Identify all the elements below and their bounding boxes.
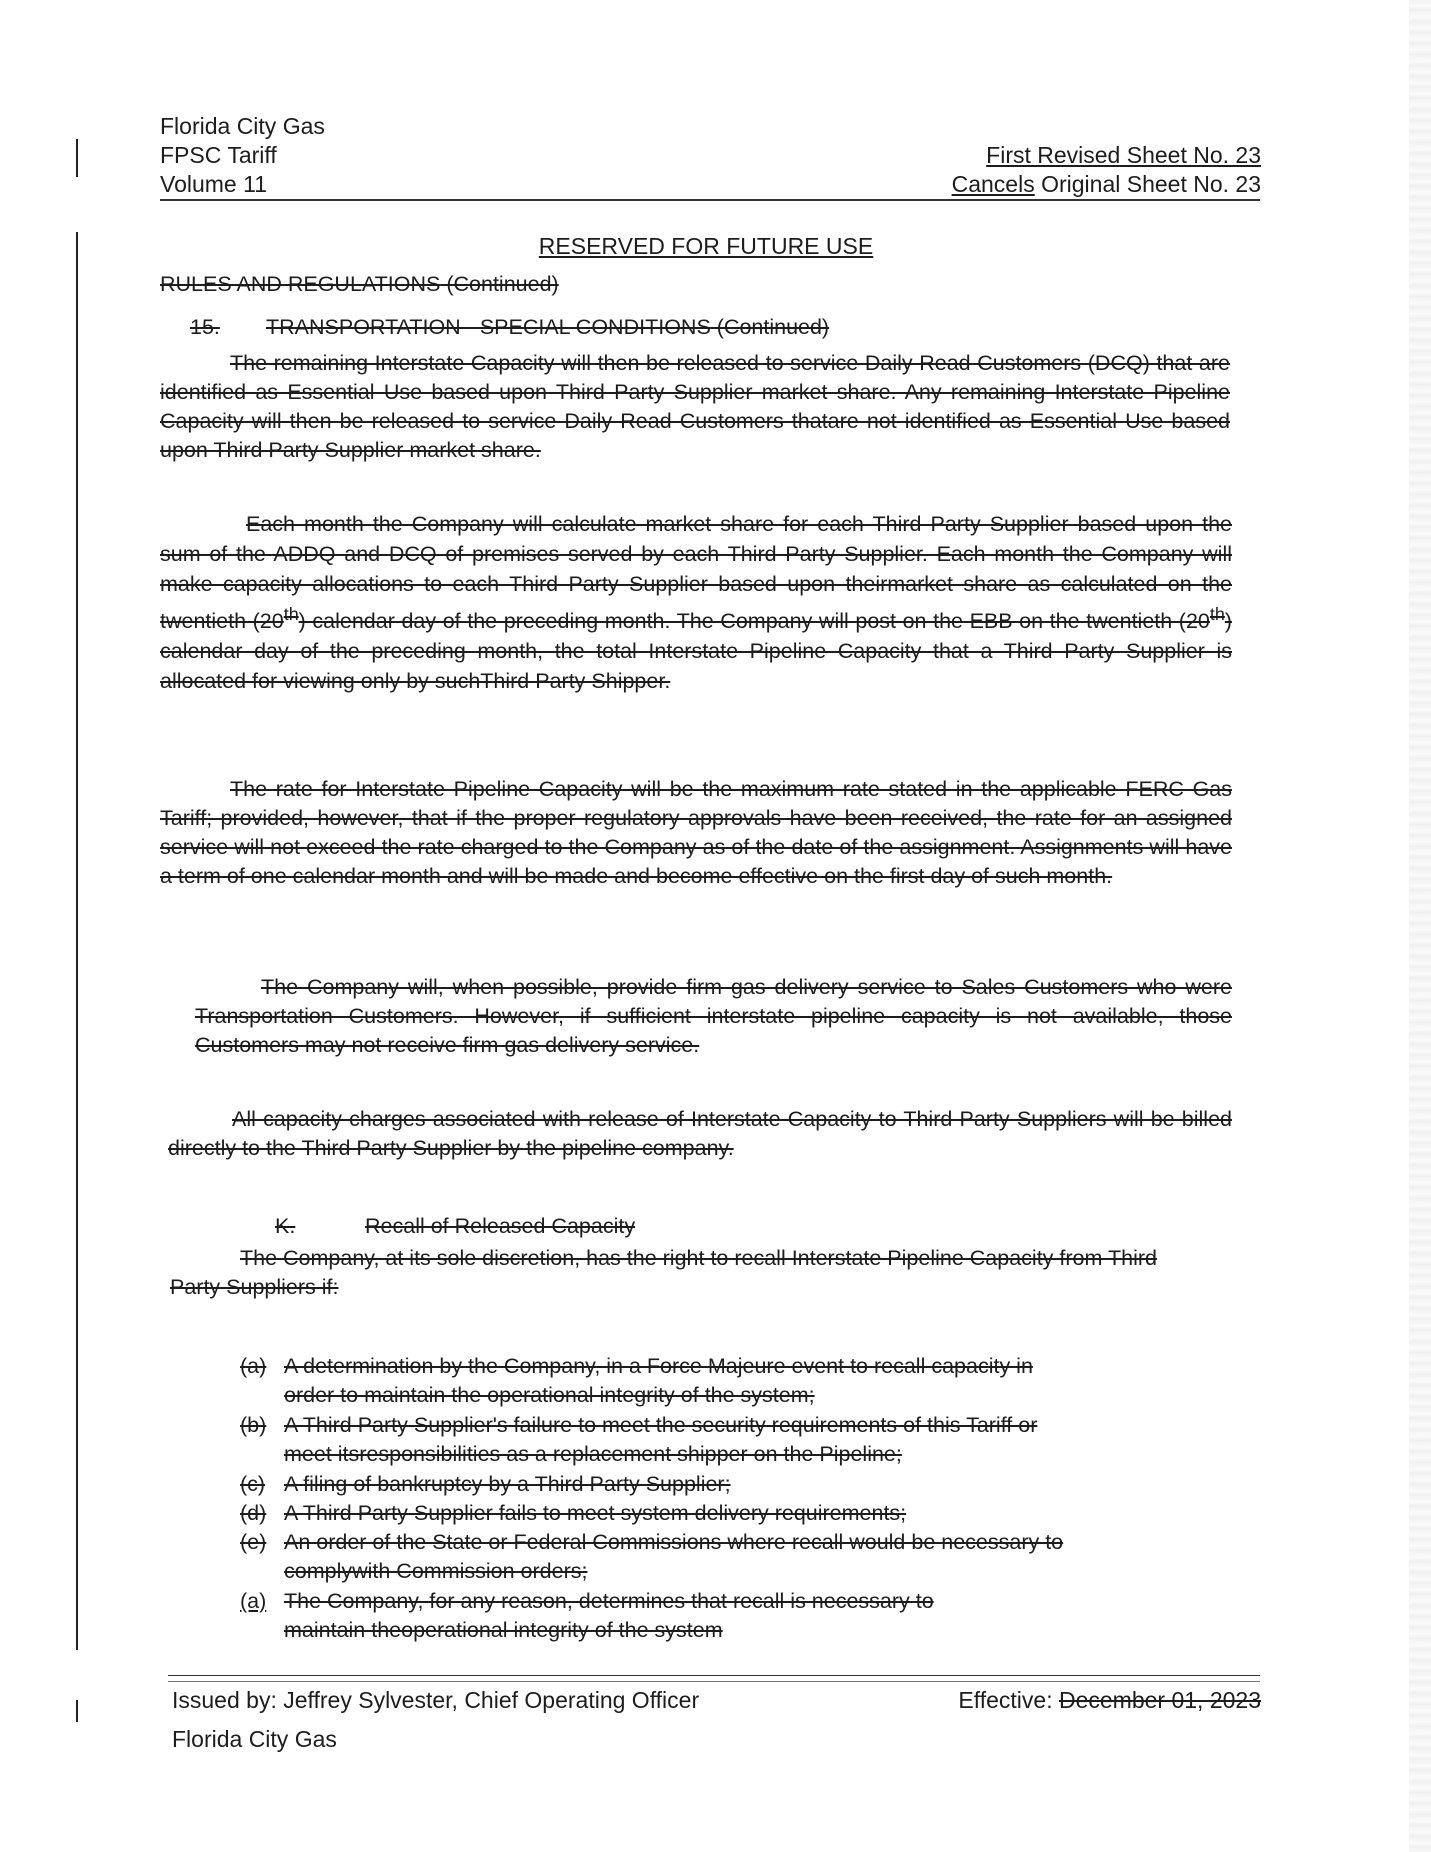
paragraph-1: The remaining Interstate Capacity will then be released to service Daily Read Customers (DCQ) that are identified as Essential Use based upon Third Party Supplier market share. Any remaining Interstate Pipeline Capacity will then be released to service Daily Read Customers thatare not identified as Essential Use based upon Third Party Supplier market share. xyxy=(160,351,1230,462)
list-item xyxy=(240,1528,1200,1586)
list-item xyxy=(240,1470,1200,1499)
revision-bar-body xyxy=(76,232,78,1650)
list-item xyxy=(240,1411,1200,1469)
revision-bar-footer xyxy=(76,1700,78,1722)
list-item-label: (d) xyxy=(240,1501,267,1525)
header-left xyxy=(160,112,325,199)
section-title: TRANSPORTATION - SPECIAL CONDITIONS xyxy=(266,315,711,339)
section-heading xyxy=(190,315,829,340)
header-rule xyxy=(160,199,1260,201)
list-item-label: (a) xyxy=(240,1589,267,1613)
subsection-intro: The Company, at its sole discretion, has the right to recall Interstate Pipeline Capacity from Third Party Suppliers if: xyxy=(170,1246,1157,1299)
paragraph-3: The rate for Interstate Pipeline Capacity will be the maximum rate stated in the applicable FERC Gas Tariff; provided, however, that if the proper regulatory approvals have been received, the rate for an assigned service will not exceed the rate charged to the Company as of the date of the assignment. Assignments will have a term of one calendar month and will be made and become effective on the first day of such month. xyxy=(160,777,1232,888)
rules-continued: (Continued) xyxy=(440,272,559,296)
footer-issued-by: Issued by: Jeffrey Sylvester, Chief Operating Officer xyxy=(172,1687,700,1713)
header-volume: Volume 11 xyxy=(160,171,267,197)
list-item-text: The Company, for any reason, determines that recall is necessary to xyxy=(284,1589,934,1613)
effective-label: Effective: xyxy=(958,1687,1059,1713)
list-item-text: A Third Party Supplier's failure to meet the security requirements of this Tariff or xyxy=(284,1413,1038,1437)
footer-company: Florida City Gas xyxy=(172,1726,337,1752)
page-title: RESERVED FOR FUTURE USE xyxy=(538,233,874,259)
list-item-text: A filing of bankruptcy by a Third Party Supplier; xyxy=(284,1472,731,1496)
rules-title: RULES AND REGULATIONS xyxy=(160,272,441,296)
footer-rule-2 xyxy=(168,1681,1260,1682)
list-item-text-cont: complywith Commission orders; xyxy=(284,1559,588,1583)
paragraph-5: All capacity charges associated with release of Interstate Capacity to Third Party Suppliers will be billed directly to the Third Party Supplier by the pipeline company. xyxy=(168,1107,1232,1160)
list-item xyxy=(240,1499,1200,1528)
cancels-word: Cancels xyxy=(951,171,1035,197)
cancels-rest: Original Sheet No. 23 xyxy=(1034,171,1261,197)
rules-heading xyxy=(160,272,559,297)
list-item xyxy=(240,1352,1200,1410)
revision-bar-header xyxy=(76,139,78,177)
scan-edge xyxy=(1409,0,1431,1852)
paragraph-2-part-a: Each month the Company will calculate market share for each Third Party Supplier based upon the sum of the ADDQ and DCQ of premises served by each Third Party Supplier. Each month the Company will make capacity allocations to each Third Party Supplier based upon theirmarket share as calculated on the twentieth (20 xyxy=(160,512,1232,634)
list-item-text: A determination by the Company, in a Force Majeure event to recall capacity in xyxy=(284,1354,1033,1378)
subsection-letter: K. xyxy=(275,1214,296,1238)
effective-date: December 01, 2023 xyxy=(1058,1687,1261,1713)
list-item-text: A Third Party Supplier fails to meet system delivery requirements; xyxy=(284,1501,907,1525)
subsection-title: Recall of Released Capacity xyxy=(365,1214,636,1238)
header-company: Florida City Gas xyxy=(160,113,325,139)
paragraph-2-part-b: ) calendar day of the preceding month. The Company will post on the EBB on the twentieth (20 xyxy=(298,609,1210,634)
superscript-th-2: th xyxy=(1209,604,1225,624)
section-continued: (Continued) xyxy=(710,315,830,339)
subsection-heading xyxy=(275,1214,635,1239)
list-item-label: (e) xyxy=(240,1530,267,1554)
list-item-label: (b) xyxy=(240,1413,267,1437)
sheet-number: First Revised Sheet No. 23 xyxy=(986,142,1261,168)
paragraph-4: The Company will, when possible, provide firm gas delivery service to Sales Customers who were Transportation Customers. However, if sufficient interstate pipeline capacity is not available, those Customers may not receive firm gas delivery service. xyxy=(195,975,1232,1057)
header-tariff: FPSC Tariff xyxy=(160,142,277,168)
list-item-text-cont: order to maintain the operational integrity of the system; xyxy=(284,1383,815,1407)
list-item-text-cont: meet itsresponsibilities as a replacement shipper on the Pipeline; xyxy=(284,1442,902,1466)
list-item-text: An order of the State or Federal Commissions where recall would be necessary to xyxy=(284,1530,1064,1554)
paragraph-2 xyxy=(160,509,1232,696)
list-item-text-cont: maintain theoperational integrity of the system xyxy=(284,1618,723,1642)
paragraph-2-part-c: ) calendar day of the preceding month, the total Interstate Pipeline Capacity that a Third Party Supplier is allocated for viewing only by suchThird Party Shipper. xyxy=(160,609,1232,694)
list-item-label: (c) xyxy=(240,1472,266,1496)
footer-rule xyxy=(168,1675,1260,1676)
header-right xyxy=(952,141,1261,199)
footer-effective xyxy=(958,1686,1261,1715)
section-number: 15. xyxy=(190,315,220,339)
list-item-label: (a) xyxy=(240,1354,267,1378)
cancels-line xyxy=(952,170,1261,199)
list-item xyxy=(240,1587,1200,1645)
superscript-th-1: th xyxy=(283,604,299,624)
